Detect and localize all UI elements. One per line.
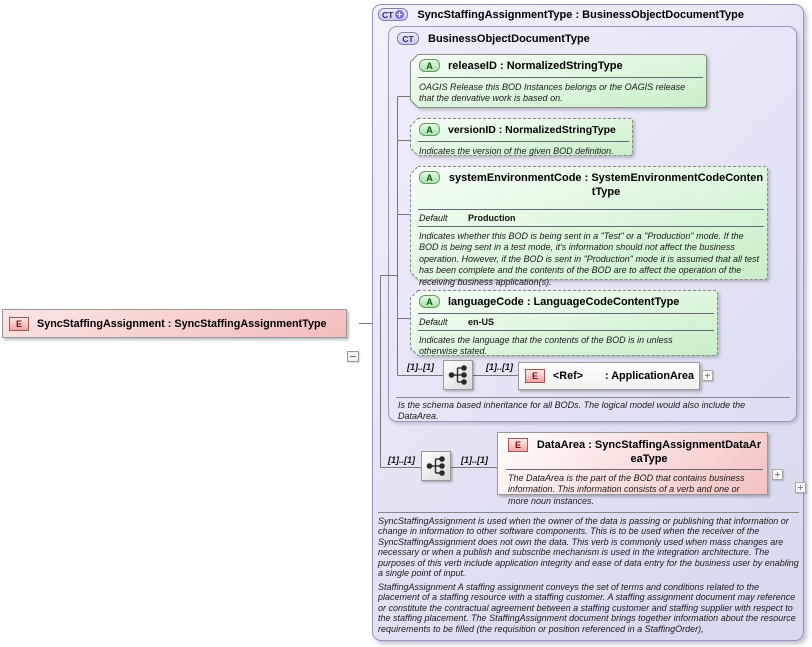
ref-type-label: : ApplicationArea [605, 370, 695, 382]
divider [418, 330, 714, 331]
divider [418, 141, 629, 142]
default-label: Default [419, 317, 448, 327]
ct-badge-label: CT [402, 33, 414, 44]
sequence-compositor-icon [443, 360, 473, 390]
expand-button-dataarea[interactable] [772, 469, 783, 480]
cardinality-label: [1]..[1] [486, 362, 513, 372]
attribute-title: systemEnvironmentCode : SystemEnvironmentCodeContentType [448, 172, 764, 198]
attribute-box-systemenvironmentcode [410, 166, 768, 287]
attribute-box-versionid [410, 118, 633, 156]
complex-type-plus-badge [378, 8, 408, 21]
complex-type-badge [397, 32, 419, 45]
collapse-button-root-element[interactable] [347, 351, 359, 362]
sequence-glyph [445, 362, 471, 388]
attribute-doc: OAGIS Release this BOD Instances belongs or the OAGIS release that the derivative work is based on. [419, 82, 686, 104]
element-badge: E [525, 369, 545, 383]
attribute-doc: Indicates whether this BOD is being sent in a "Test" or a "Production" mode. If the BOD is being sent in a test mode, it's information should not affect the business operation. However, if the BOD is sent in "Production" mode it is assumed that all test has been complete and the contents of the BOD are to affect the operation of the receiving business application(s). [419, 231, 760, 287]
attribute-title: languageCode : LanguageCodeContentType [448, 296, 680, 308]
outer-type-doc-paragraph-2: StaffingAssignment A staffing assignment conveys the set of terms and conditions related to the placement of a staffing resource with a staffing customer. A staffing assignment document may reference or constitute the contractual agreement between a staffing customer and staffing supplier with respect to the staffing placement. The StaffingAssignment document brings together information about the resource requirements to be filled (the requisition or position referenced in a StaffingOrder), [378, 582, 796, 634]
attribute-badge: A [419, 59, 440, 72]
element-badge: E [9, 317, 29, 331]
outer-type-doc-paragraph-1: SyncStaffingAssignment is used when the owner of the data is passing or publishing that information or change in information to other software components. This is to be used when the receiver of the SyncStaffingAssignment does not own the data. This verb is commonly used when mass changes are necessary or when a publish and subscribe mechanism is used in the integration architecture. The purposes of this verb include application integrity and ease of data entry for the business user by enabling a single point of input. [378, 516, 799, 579]
default-value: Production [468, 213, 516, 223]
base-type-doc: Is the schema based inheritance for all BODs. The logical model would also include the DataArea. [398, 400, 746, 421]
base-type-header [397, 32, 590, 45]
root-element-title: SyncStaffingAssignment : SyncStaffingAssignmentType [37, 317, 327, 330]
divider [396, 397, 790, 398]
divider [418, 226, 764, 227]
attribute-title: releaseID : NormalizedStringType [448, 60, 623, 72]
attribute-doc: Indicates the version of the given BOD definition. [419, 146, 614, 156]
element-box-syncstaffingassignment[interactable] [2, 309, 347, 338]
default-value: en-US [468, 317, 495, 327]
sequence-compositor-icon [421, 451, 451, 481]
cardinality-label: [1]..[1] [407, 362, 434, 372]
attribute-badge: A [419, 123, 440, 136]
attribute-badge: A [419, 171, 440, 184]
attribute-badge: A [419, 295, 440, 308]
dataarea-doc: The DataArea is the part of the BOD that contains business information. This information consists of a verb and one or more noun instances. [508, 473, 745, 506]
attribute-box-languagecode [410, 290, 718, 356]
attribute-doc: Indicates the language that the contents of the BOD is in unless otherwise stated. [419, 335, 673, 357]
expand-button-applicationarea[interactable] [702, 370, 713, 381]
divider [418, 77, 703, 78]
sequence-glyph [423, 453, 449, 479]
divider [506, 469, 763, 470]
derived-type-plus-icon [395, 10, 404, 19]
ct-badge-label: CT [382, 9, 394, 20]
divider [378, 512, 799, 513]
outer-type-title: SyncStaffingAssignmentType : BusinessObjectDocumentType [417, 8, 744, 21]
element-box-applicationarea-ref[interactable] [518, 362, 700, 390]
expand-button-panel-edge[interactable] [795, 482, 806, 493]
dataarea-title: DataArea : SyncStaffingAssignmentDataAreaType [536, 439, 762, 465]
divider [418, 209, 764, 210]
attribute-title: versionID : NormalizedStringType [448, 124, 616, 136]
element-badge: E [508, 438, 528, 452]
ref-label: <Ref> [553, 370, 584, 382]
base-type-title: BusinessObjectDocumentType [428, 32, 590, 45]
element-box-dataarea[interactable] [497, 432, 768, 506]
cardinality-label: [1]..[1] [388, 455, 415, 465]
default-label: Default [419, 213, 448, 223]
outer-type-header [378, 8, 744, 21]
divider [418, 313, 714, 314]
attribute-box-releaseid [410, 54, 707, 108]
cardinality-label: [1]..[1] [461, 455, 488, 465]
